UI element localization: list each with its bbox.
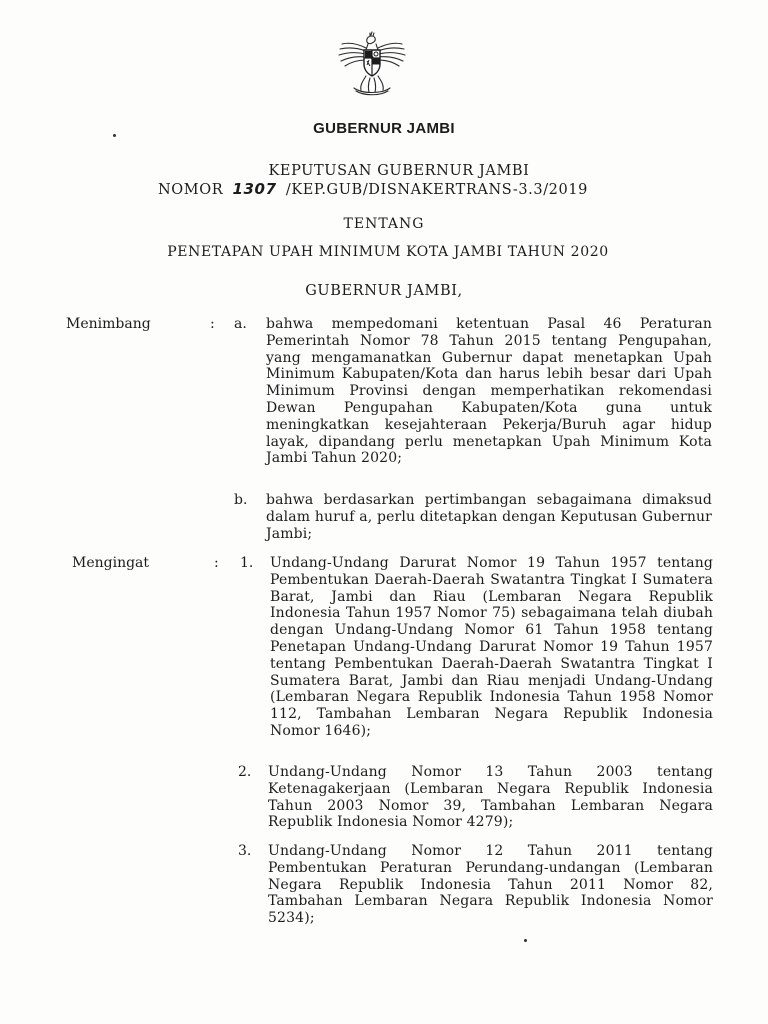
- recalling-item-1-marker: 1.: [240, 555, 254, 571]
- recalling-label: Mengingat: [72, 555, 150, 571]
- recalling-item-2-text: Undang-Undang Nomor 13 Tahun 2003 tentang Ketenagakerjaan (Lembaran Negara Republik Indonesia Tahun 2003 Nomor 39, Tambahan Lembaran Negara Republik Indonesia Nomor 4279);: [268, 764, 713, 831]
- decree-number-suffix: /KEP.GUB/DISNAKERTRANS-3.3/2019: [285, 182, 588, 198]
- garuda-emblem-icon: [332, 30, 412, 100]
- decree-number: [158, 180, 588, 198]
- considering-item-b-text: bahwa berdasarkan pertimbangan sebagaimana dimaksud dalam huruf a, perlu ditetapkan dengan Keputusan Gubernur Jambi;: [266, 492, 712, 542]
- decree-number-prefix: NOMOR: [158, 182, 224, 198]
- considering-colon: :: [210, 316, 215, 332]
- considering-item-a-marker: a.: [234, 316, 247, 332]
- considering-label: Menimbang: [66, 316, 151, 332]
- recalling-item-1-text: Undang-Undang Darurat Nomor 19 Tahun 1957 tentang Pembentukan Daerah-Daerah Swatantra Tingkat I Sumatera Barat, Jambi dan Riau (Lembaran Negara Republik Indonesia Tahun 1957 Nomor 75) sebagaimana telah diubah dengan Undang-Undang Nomor 61 Tahun 1958 tentang Penetapan Undang-Undang Darurat Nomor 19 Tahun 1957 tentang Pembentukan Daerah-Daerah Swatantra Tingkat I Sumatera Barat, Jambi dan Riau menjadi Undang-Undang (Lembaran Negara Republik Indonesia Tahun 1958 Nomor 112, Tambahan Lembaran Negara Republik Indonesia Nomor 1646);: [270, 555, 713, 739]
- about-heading: TENTANG: [343, 216, 425, 232]
- scan-speck: [113, 134, 116, 137]
- recalling-colon: :: [214, 555, 219, 571]
- authority-heading: GUBERNUR JAMBI,: [305, 283, 463, 299]
- recalling-item-2-marker: 2.: [238, 764, 252, 780]
- scan-speck: [524, 939, 527, 942]
- recalling-item-3-marker: 3.: [238, 843, 252, 859]
- considering-item-a-text: bahwa mempedomani ketentuan Pasal 46 Peraturan Pemerintah Nomor 78 Tahun 2015 tentang Pengupahan, yang mengamanatkan Gubernur dapat menetapkan Upah Minimum Kabupaten/Kota dan harus lebih besar dari Upah Minimum Provinsi dengan memperhatikan rekomendasi Dewan Pengupahan Kabupaten/Kota guna untuk meningkatkan kesejahteraan Pekerja/Buruh agar hidup layak, dipandang perlu menetapkan Upah Minimum Kota Jambi Tahun 2020;: [266, 316, 712, 467]
- decree-subject: PENETAPAN UPAH MINIMUM KOTA JAMBI TAHUN 2020: [167, 244, 609, 260]
- considering-item-b-marker: b.: [234, 492, 248, 508]
- decree-title: KEPUTUSAN GUBERNUR JAMBI: [268, 163, 530, 179]
- decree-number-handwritten: 1307: [232, 180, 277, 198]
- recalling-item-3-text: Undang-Undang Nomor 12 Tahun 2011 tentang Pembentukan Peraturan Perundang-undangan (Lembaran Negara Republik Indonesia Tahun 2011 Nomor 82, Tambahan Lembaran Negara Republik Indonesia Nomor 5234);: [268, 843, 713, 927]
- office-heading: GUBERNUR JAMBI: [313, 120, 455, 137]
